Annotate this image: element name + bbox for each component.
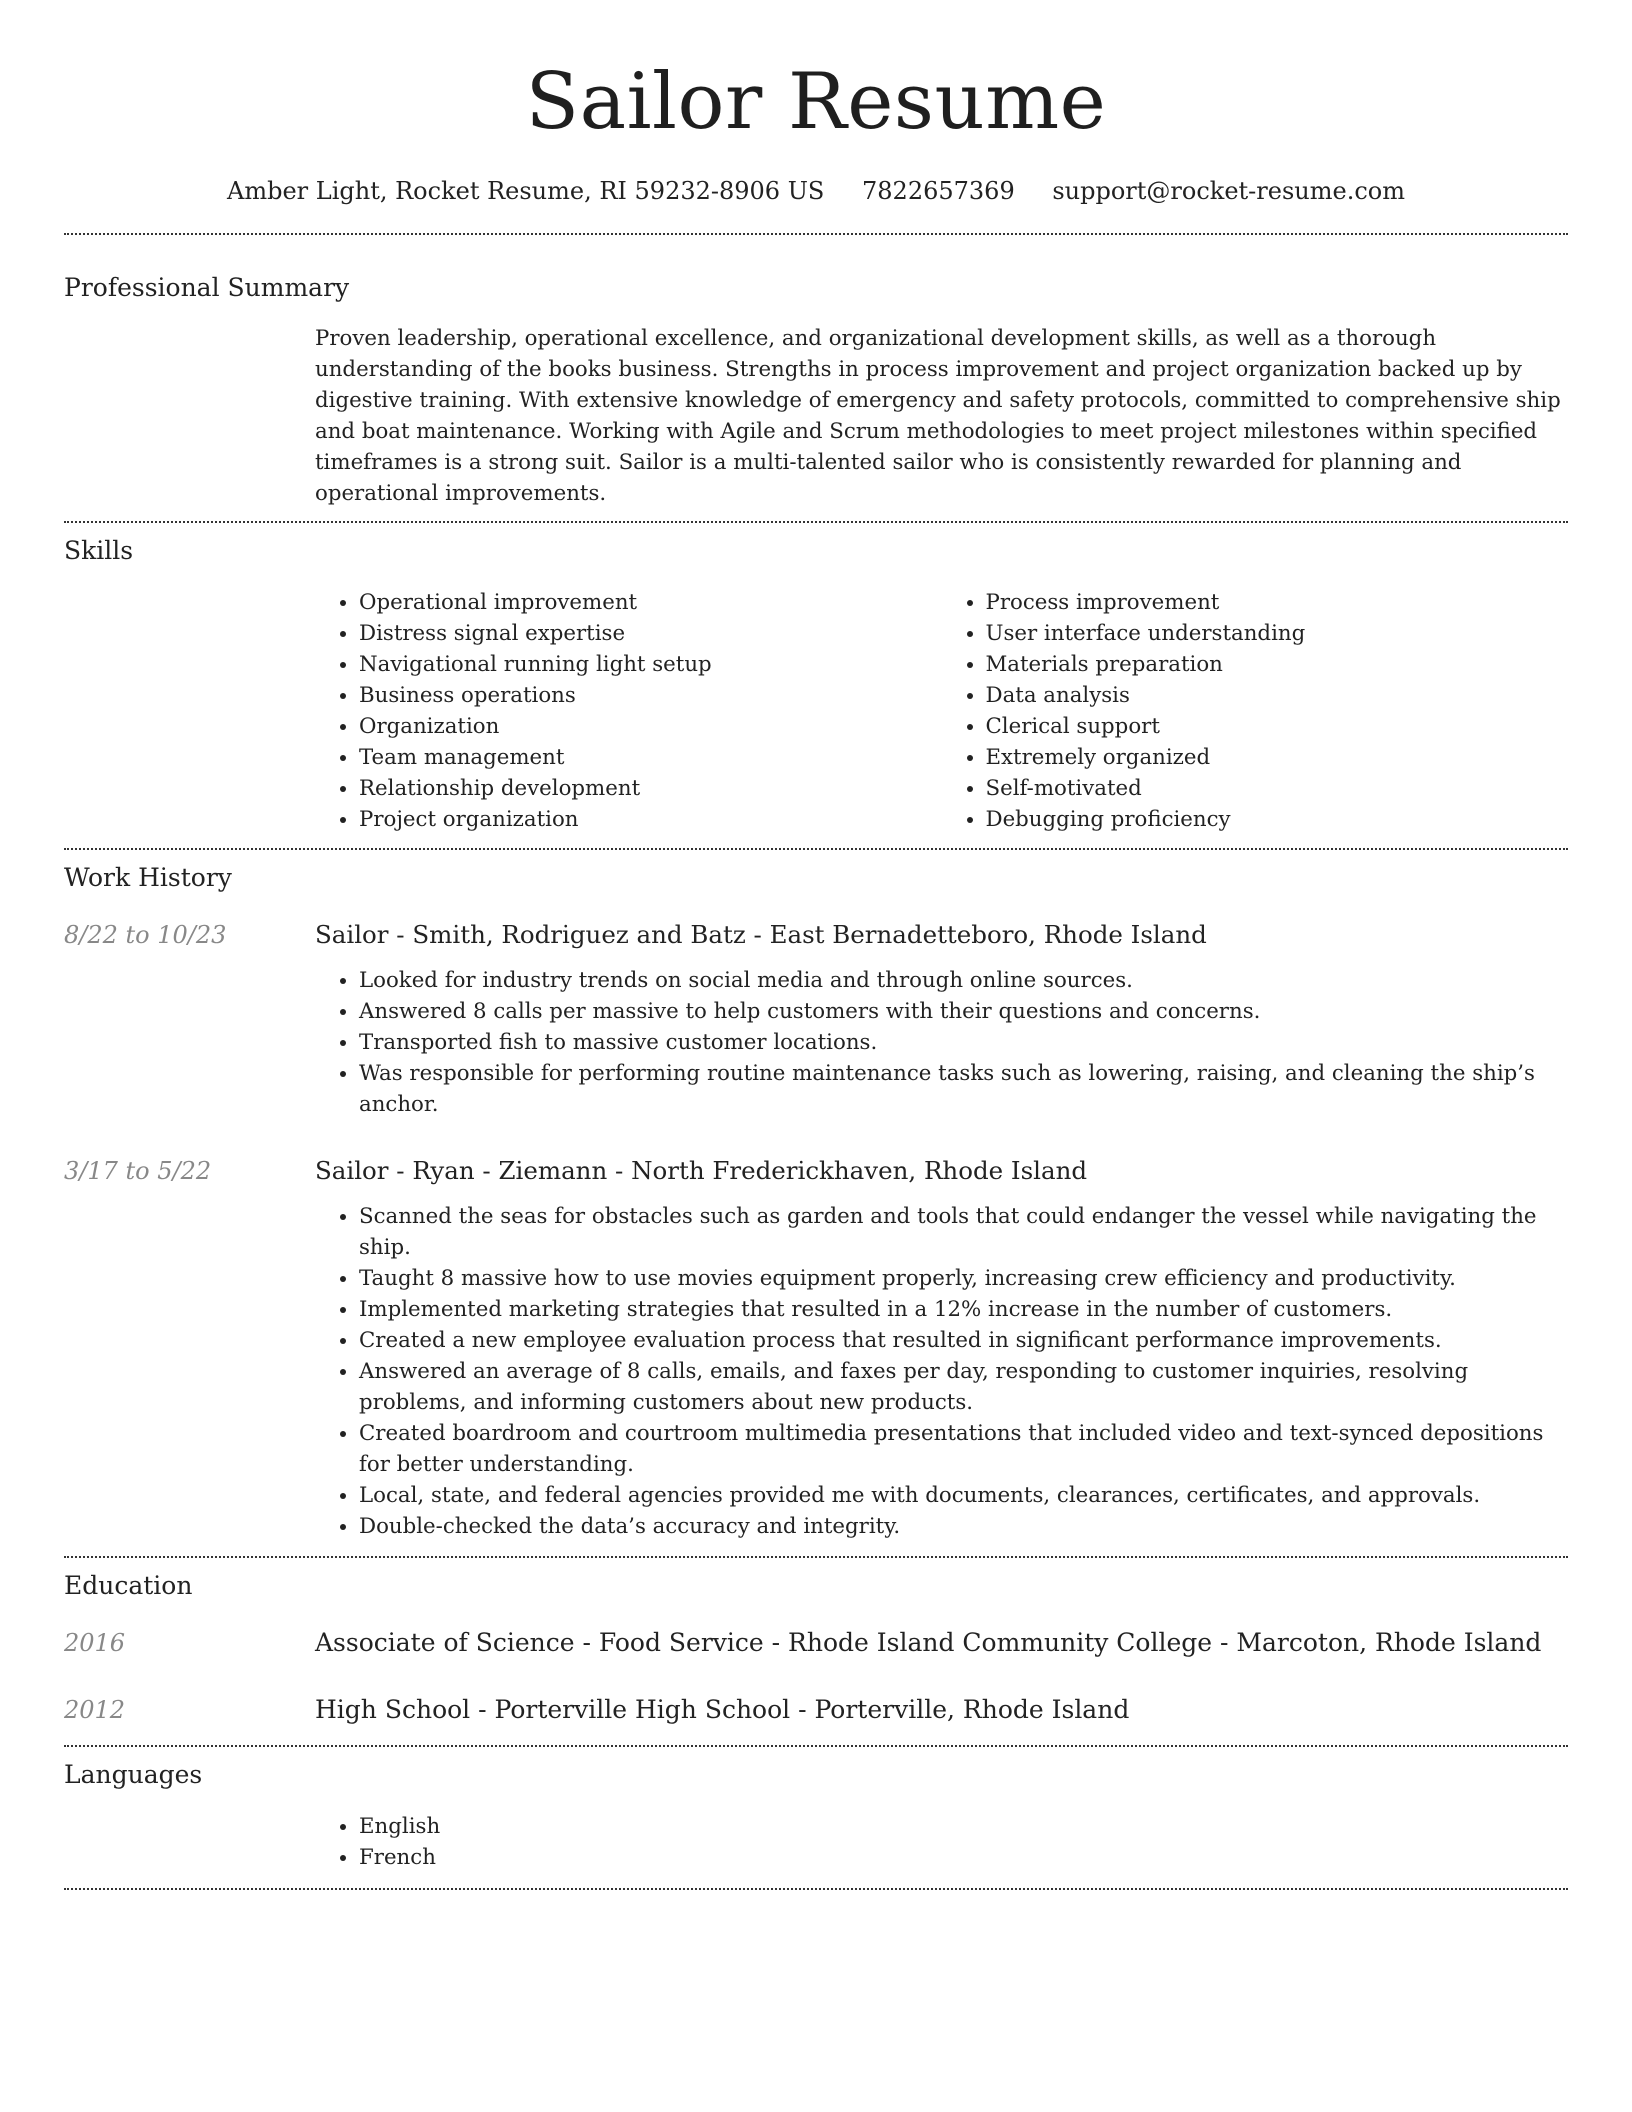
skill-item: • Business operations: [359, 680, 942, 711]
job-body: [315, 918, 1568, 1120]
summary-text: Proven leadership, operational excellence, and organizational development skills, as well as a thorough understanding of the books business. Strengths in process improvement and project organization backed up by digestive training. With extensive knowledge of emergency and safety protocols, committed to comprehensive ship and boat maintenance. Working with Agile and Scrum methodologies to meet project milestones within specified timeframes is a strong suit. Sailor is a multi-talented sailor who is consistently rewarded for planning and operational improvements.: [315, 326, 1561, 506]
skill-item: • Project organization: [359, 804, 942, 835]
job-bullet: • Was responsible for performing routine maintenance tasks such as lowering, raising, and cleaning the ship’s anchor.: [359, 1058, 1568, 1120]
skill-item: • Materials preparation: [986, 649, 1569, 680]
education-year: 2012: [64, 1696, 126, 1724]
languages-content: [315, 1811, 1568, 1873]
job-dates: 8/22 to 10/23: [64, 921, 227, 949]
skill-item: • Distress signal expertise: [359, 618, 942, 649]
skill-item: • Organization: [359, 711, 942, 742]
languages-list: [315, 1811, 1568, 1873]
skill-item: • Debugging proficiency: [986, 804, 1569, 835]
skill-item: • Navigational running light setup: [359, 649, 942, 680]
job-body: [315, 1154, 1568, 1542]
skill-item: • Self-motivated: [986, 773, 1569, 804]
contact-phone: 7822657369: [862, 177, 1015, 205]
divider: [64, 1888, 1568, 1890]
contact-line: [64, 174, 1568, 208]
section-title-languages: Languages: [64, 1760, 203, 1789]
education-heading: Associate of Science - Food Service - Rhode Island Community College - Marcoton, Rhode Island: [315, 1628, 1542, 1657]
education-entry: [64, 1626, 1568, 1660]
language-item: • French: [359, 1842, 1568, 1873]
job-bullets: [315, 1201, 1568, 1542]
job-entry: [64, 918, 1568, 1120]
languages-section: [64, 1747, 1568, 1888]
section-title-skills: Skills: [64, 536, 134, 565]
job-bullet: • Double-checked the data’s accuracy and integrity.: [359, 1511, 1568, 1542]
education-section: [64, 1558, 1568, 1745]
skill-item: • Data analysis: [986, 680, 1569, 711]
education-entry: [64, 1693, 1568, 1727]
skill-item: • Extremely organized: [986, 742, 1569, 773]
job-entry: [64, 1154, 1568, 1542]
job-bullet: • Scanned the seas for obstacles such as garden and tools that could endanger the vessel while navigating the ship.: [359, 1201, 1568, 1263]
summary-section: [64, 235, 1568, 521]
section-title-summary: Professional Summary: [64, 273, 350, 302]
skill-item: • Relationship development: [359, 773, 942, 804]
skills-list-right: [942, 587, 1569, 835]
skills-grid: [315, 587, 1568, 835]
job-heading: Sailor - Smith, Rodriguez and Batz - East Bernadetteboro, Rhode Island: [315, 920, 1207, 949]
skill-item: • Operational improvement: [359, 587, 942, 618]
job-bullets: [315, 965, 1568, 1120]
job-bullet: • Transported fish to massive customer locations.: [359, 1027, 1568, 1058]
job-bullet: • Looked for industry trends on social media and through online sources.: [359, 965, 1568, 996]
job-heading: Sailor - Ryan - Ziemann - North Frederickhaven, Rhode Island: [315, 1156, 1088, 1185]
skills-list-left: [315, 587, 942, 835]
resume-title: Sailor Resume: [525, 57, 1107, 147]
job-bullet: • Answered 8 calls per massive to help customers with their questions and concerns.: [359, 996, 1568, 1027]
contact-email: support@rocket-resume.com: [1052, 177, 1405, 205]
resume-page: [64, 0, 1568, 1890]
language-item: • English: [359, 1811, 1568, 1842]
summary-content: [315, 323, 1568, 509]
skill-item: • Clerical support: [986, 711, 1569, 742]
skill-item: • Team management: [359, 742, 942, 773]
job-dates: 3/17 to 5/22: [64, 1157, 212, 1185]
section-title-work: Work History: [64, 863, 232, 892]
job-bullet: • Created a new employee evaluation process that resulted in significant performance improvements.: [359, 1325, 1568, 1356]
job-bullet: • Answered an average of 8 calls, emails, and faxes per day, responding to customer inquiries, resolving problems, and informing customers about new products.: [359, 1356, 1568, 1418]
education-heading: High School - Porterville High School - Porterville, Rhode Island: [315, 1695, 1130, 1724]
job-bullet: • Local, state, and federal agencies provided me with documents, clearances, certificates, and approvals.: [359, 1480, 1568, 1511]
skill-item: • User interface understanding: [986, 618, 1569, 649]
section-title-education: Education: [64, 1571, 193, 1600]
contact-address: Amber Light, Rocket Resume, RI 59232-8906 US: [227, 177, 825, 205]
job-bullet: • Taught 8 massive how to use movies equipment properly, increasing crew efficiency and productivity.: [359, 1263, 1568, 1294]
education-year: 2016: [64, 1629, 126, 1657]
job-bullet: • Created boardroom and courtroom multimedia presentations that included video and text-synced depositions for better understanding.: [359, 1418, 1568, 1480]
skill-item: • Process improvement: [986, 587, 1569, 618]
skills-section: [64, 523, 1568, 848]
job-bullet: • Implemented marketing strategies that resulted in a 12% increase in the number of customers.: [359, 1294, 1568, 1325]
work-section: [64, 850, 1568, 1556]
